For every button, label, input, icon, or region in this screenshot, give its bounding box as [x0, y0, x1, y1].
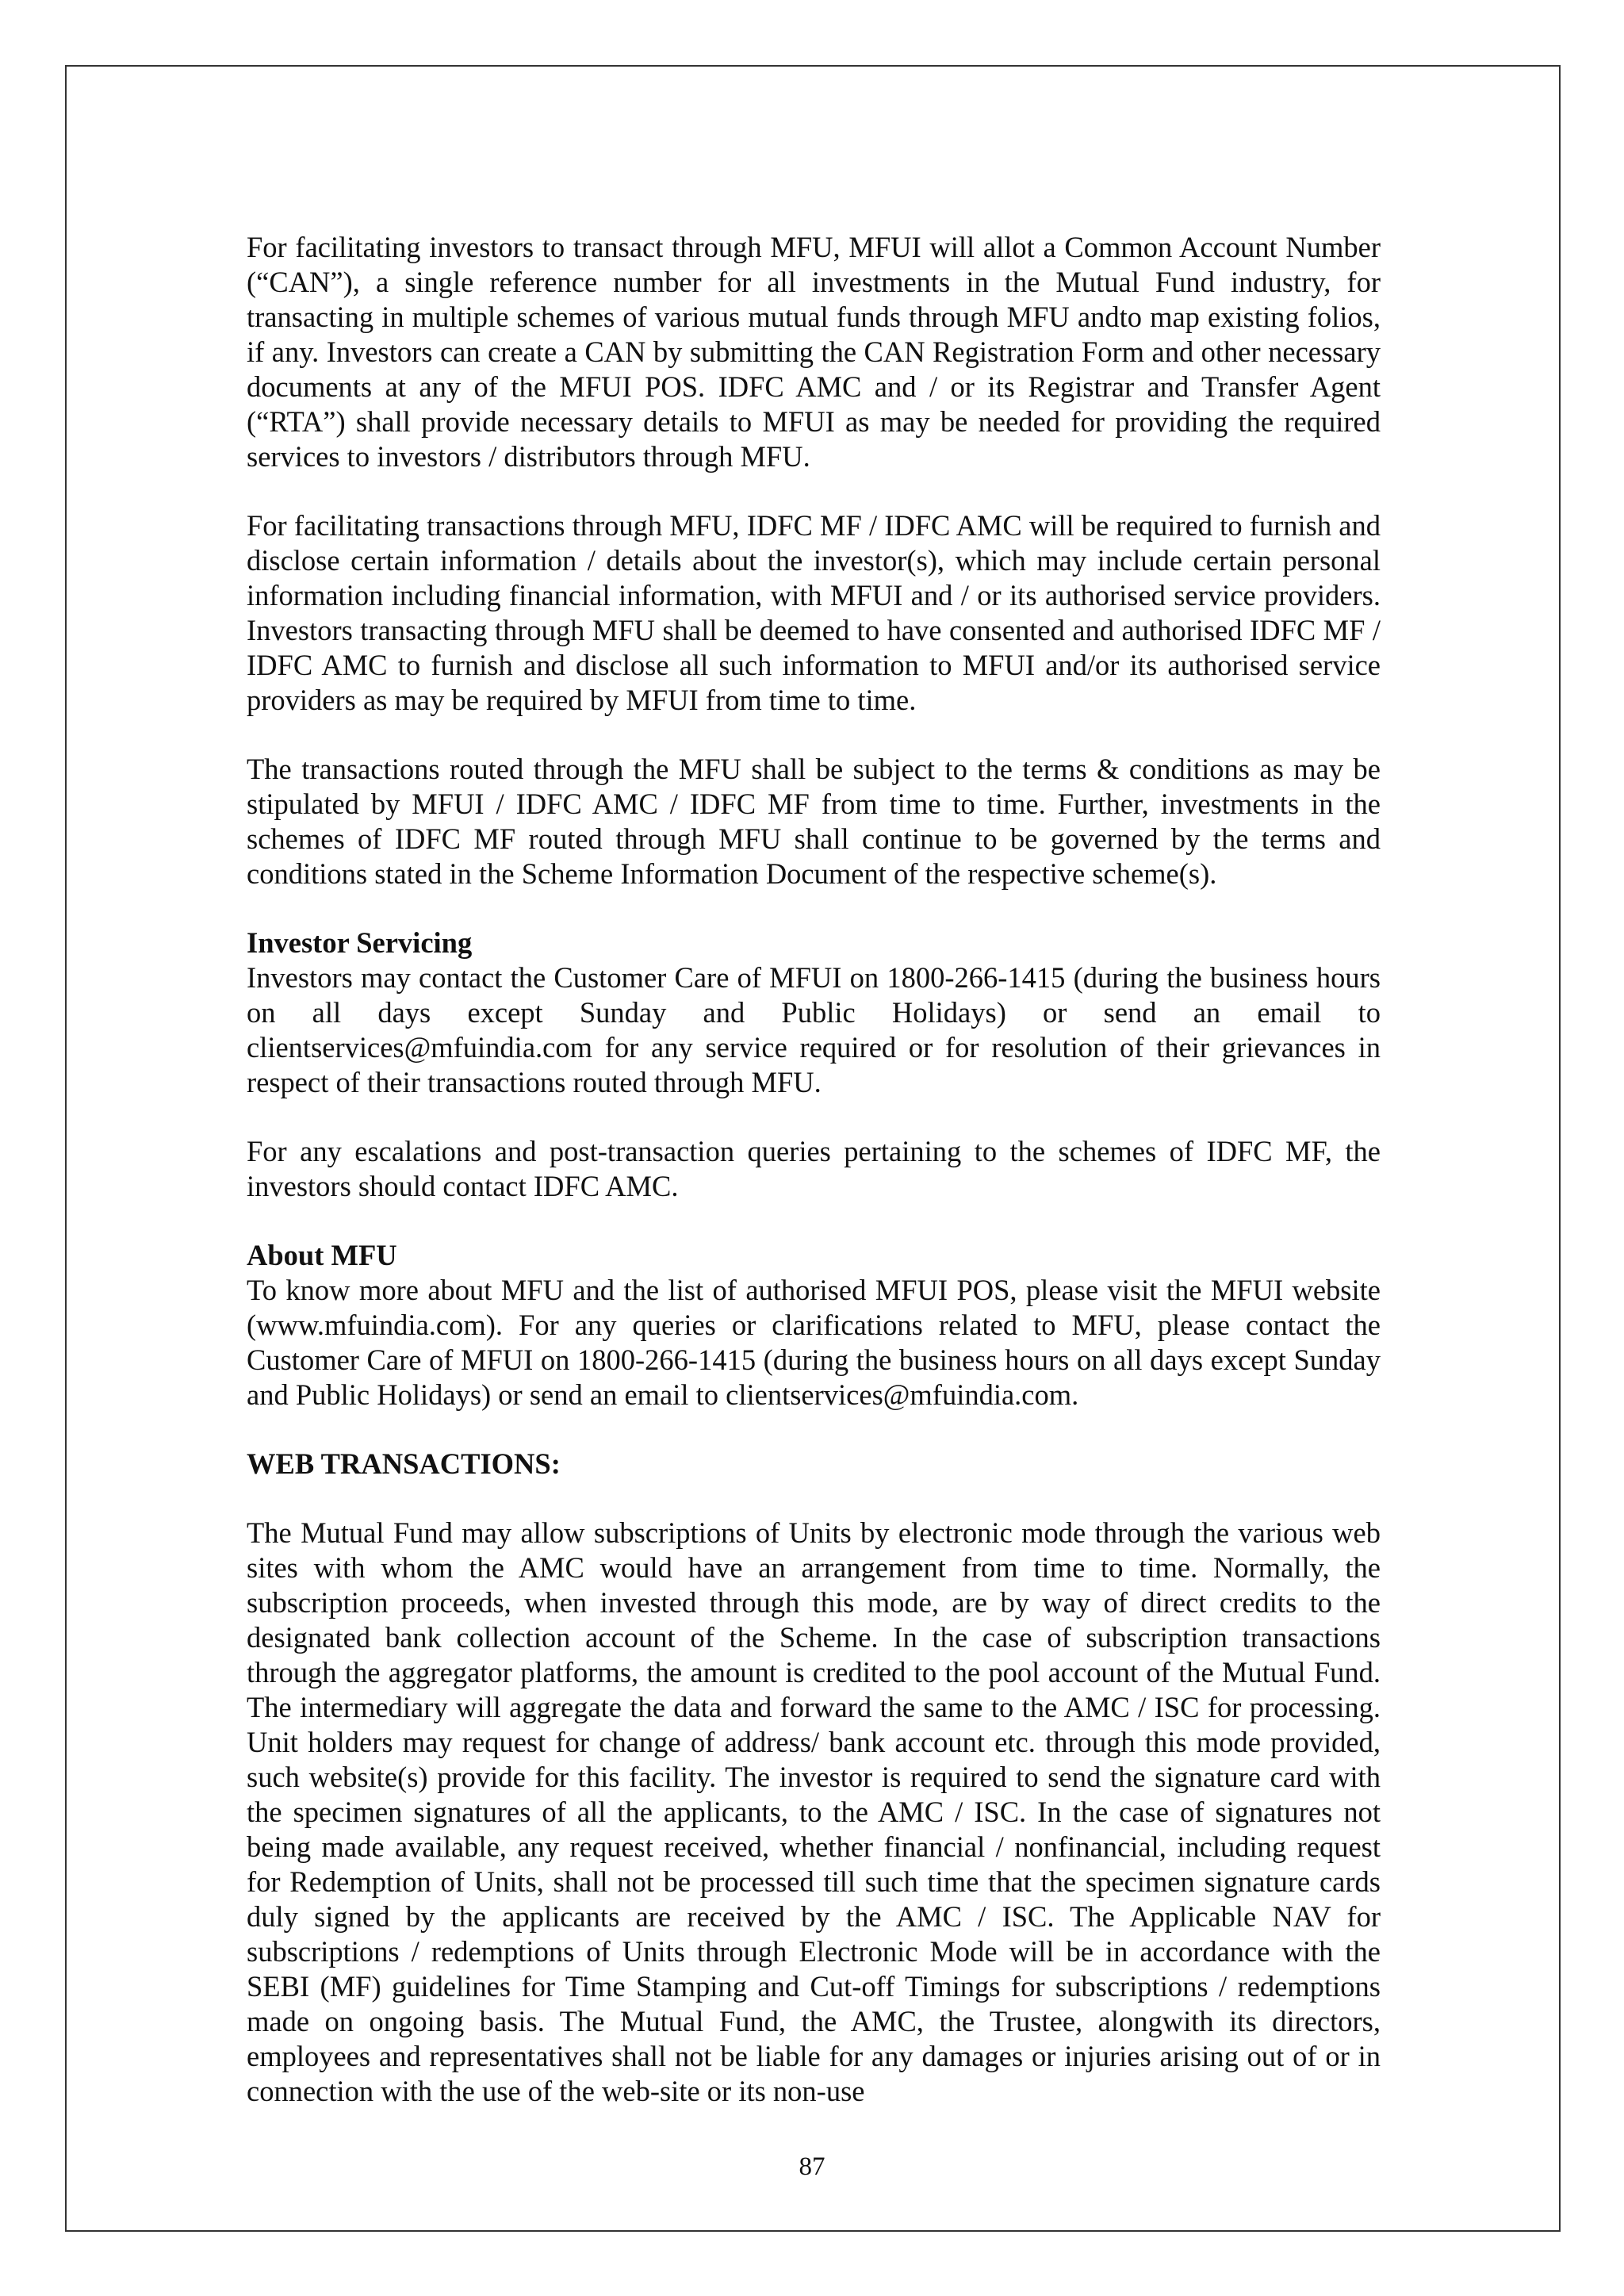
- paragraph-disclosure: For facilitating transactions through MFU, IDFC MF / IDFC AMC will be required to furnish and disclose certain information / details about the investor(s), which may include certain personal information including financial information, with MFUI and / or its authorised service providers. Investors transacting through MFU shall be deemed to have consented and authorised IDFC MF / IDFC AMC to furnish and disclose all such information to MFUI and/or its authorised service providers as may be required by MFUI from time to time.: [247, 509, 1381, 716]
- paragraph-investor-servicing: Investors may contact the Customer Care of MFUI on 1800-266-1415 (during the business hours on all days except Sunday and Public Holidays) or send an email to clientservices@mfuindia.com for any service required or for resolution of their grievances in respect of their transactions routed through MFU.: [247, 961, 1381, 1098]
- document-body: [247, 230, 1381, 2109]
- heading-about-mfu: About MFU: [247, 1239, 397, 1271]
- page-number: 87: [799, 2152, 825, 2181]
- heading-web-transactions: WEB TRANSACTIONS:: [247, 1447, 561, 1480]
- paragraph-terms: The transactions routed through the MFU shall be subject to the terms & conditions as may be stipulated by MFUI / IDFC AMC / IDFC MF from time to time. Further, investments in the schemes of IDFC MF routed through MFU shall continue to be governed by the terms and conditions stated in the Scheme Information Document of the respective scheme(s).: [247, 753, 1381, 890]
- paragraph-about-mfu: To know more about MFU and the list of authorised MFUI POS, please visit the MFUI website (www.mfuindia.com). For any queries or clarifications related to MFU, please contact the Customer Care of MFUI on 1800-266-1415 (during the business hours on all days except Sunday and Public Holidays) or send an email to clientservices@mfuindia.com.: [247, 1274, 1381, 1411]
- heading-investor-servicing: Investor Servicing: [247, 926, 473, 959]
- paragraph-web-transactions: The Mutual Fund may allow subscriptions of Units by electronic mode through the various web sites with whom the AMC would have an arrangement from time to time. Normally, the subscription proceeds, when invested through this mode, are by way of direct credits to the designated bank collection account of the Scheme. In the case of subscription transactions through the aggregator platforms, the amount is credited to the pool account of the Mutual Fund. The intermediary will aggregate the data and forward the same to the AMC / ISC for processing. Unit holders may request for change of address/ bank account etc. through this mode provided, such website(s) provide for this facility. The investor is required to send the signature card with the specimen signatures of all the applicants, to the AMC / ISC. In the case of signatures not being made available, any request received, whether financial / nonfinancial, including request for Redemption of Units, shall not be processed till such time that the specimen signature cards duly signed by the applicants are received by the AMC / ISC. The Applicable NAV for subscriptions / redemptions of Units through Electronic Mode will be in accordance with the SEBI (MF) guidelines for Time Stamping and Cut-off Timings for subscriptions / redemptions made on ongoing basis. The Mutual Fund, the AMC, the Trustee, alongwith its directors, employees and representatives shall not be liable for any damages or injuries arising out of or in connection with the use of the web-site or its non-use: [247, 1516, 1381, 2107]
- paragraph-can-intro: For facilitating investors to transact through MFU, MFUI will allot a Common Account Number (“CAN”), a single reference number for all investments in the Mutual Fund industry, for transacting in multiple schemes of various mutual funds through MFU andto map existing folios, if any. Investors can create a CAN by submitting the CAN Registration Form and other necessary documents at any of the MFUI POS. IDFC AMC and / or its Registrar and Transfer Agent (“RTA”) shall provide necessary details to MFUI as may be needed for providing the required services to investors / distributors through MFU.: [247, 231, 1381, 473]
- paragraph-escalations: For any escalations and post-transaction queries pertaining to the schemes of IDFC MF, the investors should contact IDFC AMC.: [247, 1135, 1381, 1202]
